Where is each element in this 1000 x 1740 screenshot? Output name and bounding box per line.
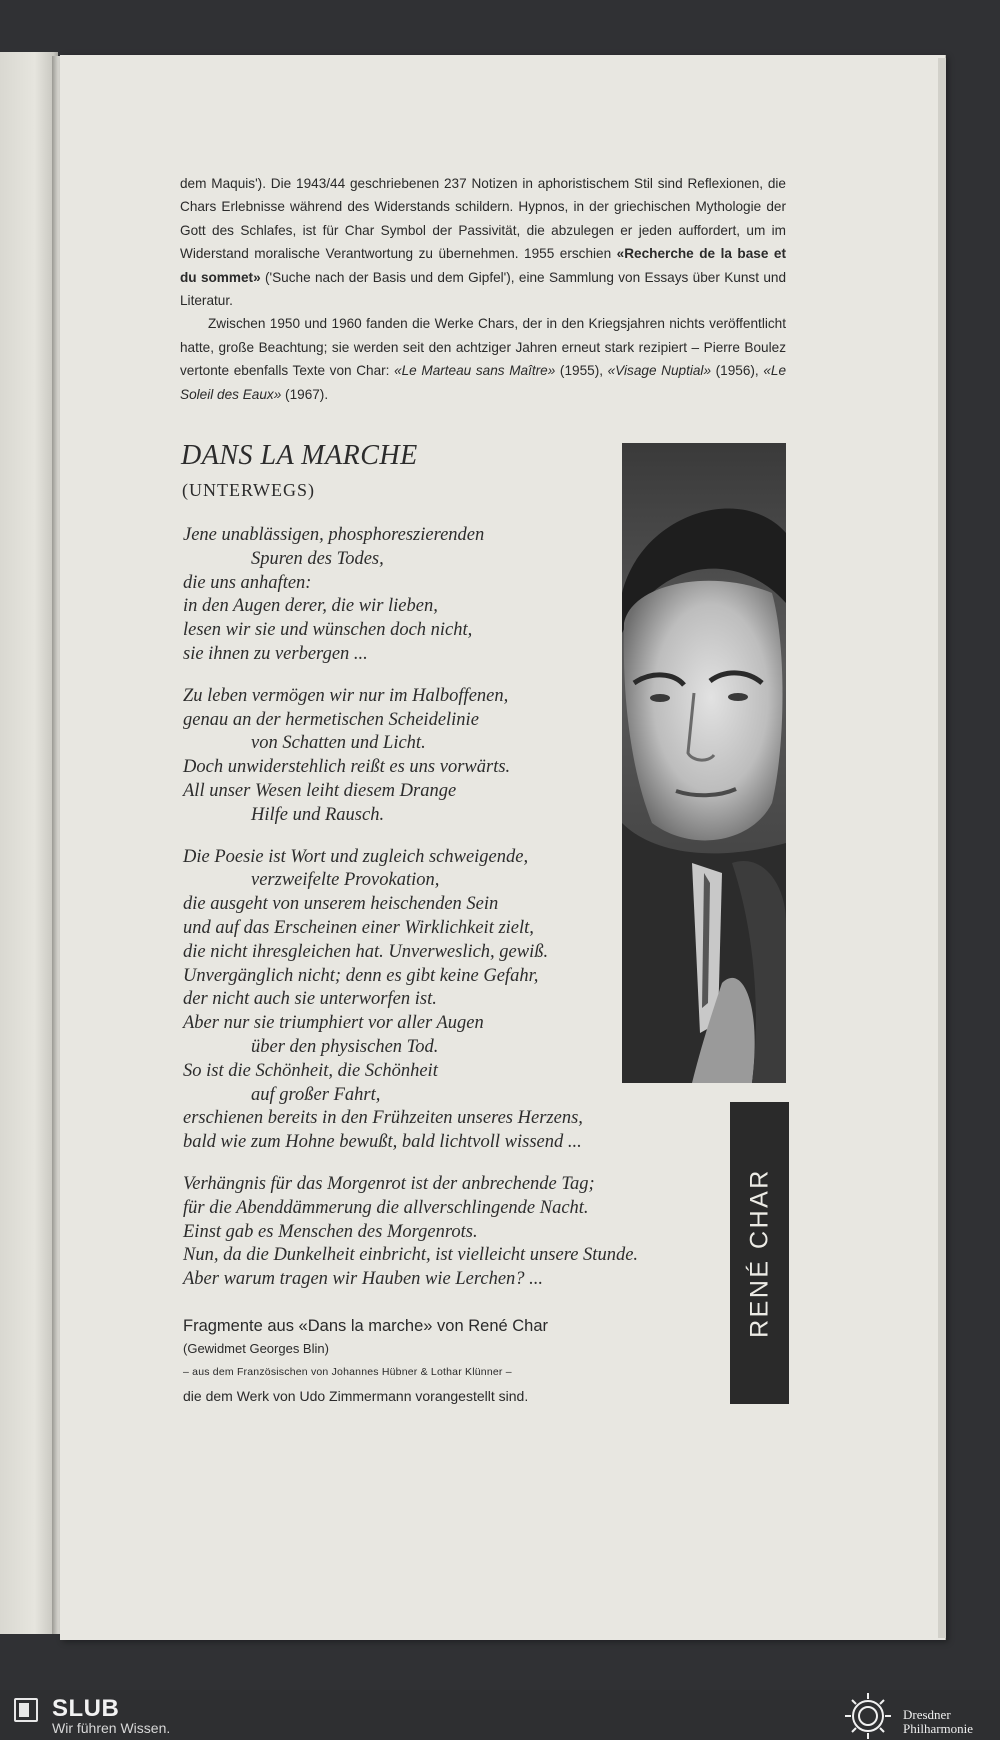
poem-line: Aber warum tragen wir Hauben wie Lerchen? ...	[183, 1269, 544, 1290]
poem-line: Jene unablässigen, phosphoreszierenden	[183, 525, 485, 545]
intro-text-run: (1956),	[711, 363, 764, 379]
poem-line: Verhängnis für das Morgenrot ist der anbrechende Tag;	[183, 1173, 595, 1194]
philharmonie-logo-icon[interactable]	[840, 1690, 896, 1740]
poem-line: in den Augen derer, die wir lieben,	[183, 596, 438, 617]
intro-italic-title: «Le Soleil des Eaux»	[180, 363, 787, 402]
intro-text-run: (1967).	[281, 386, 329, 402]
poem-line: die ausgeht von unserem heischenden Sein	[183, 894, 499, 915]
poem-line: Doch unwiderstehlich reißt es uns vorwärts.	[183, 757, 511, 778]
poem-line: bald wie zum Hohne bewußt, bald lichtvoll wissend ...	[183, 1132, 582, 1153]
intro-text-run: (1955),	[555, 363, 608, 379]
poem-line: All unser Wesen leiht diesem Drange	[183, 780, 457, 801]
poem-line: verzweifelte Provokation,	[251, 870, 440, 891]
poem-line: erschienen bereits in den Frühzeiten unseres Herzens,	[183, 1108, 583, 1129]
intro-text	[180, 172, 786, 406]
library-name[interactable]: SLUB	[52, 1695, 120, 1722]
portrait-photo	[622, 443, 786, 1083]
poem-line: für die Abenddämmerung die allverschlingende Nacht.	[183, 1197, 589, 1218]
poem-line: lesen wir sie und wünschen doch nicht,	[183, 620, 473, 641]
credit-translation: – aus dem Französischen von Johannes Hübner & Lothar Klünner –	[183, 1366, 512, 1378]
credit-note: die dem Werk von Udo Zimmermann vorangestellt sind.	[183, 1388, 529, 1404]
poem-line: die nicht ihresgleichen hat. Unverweslich, gewiß.	[183, 941, 549, 962]
poem-line: genau an der hermetischen Scheidelinie	[183, 709, 479, 730]
credit-dedication: (Gewidmet Georges Blin)	[183, 1341, 329, 1356]
poem-line: Nun, da die Dunkelheit einbricht, ist vielleicht unsere Stunde.	[183, 1245, 639, 1266]
page-right-edge	[938, 58, 946, 1638]
intro-paragraph	[180, 312, 786, 406]
slub-logo-icon[interactable]	[14, 1698, 38, 1722]
intro-paragraph	[180, 172, 786, 312]
poem-line: der nicht auch sie unterworfen ist.	[183, 989, 437, 1010]
intro-bold-title: «Recherche de la base et du sommet»	[180, 246, 786, 285]
poem-line: und auf das Erscheinen einer Wirklichkeit zielt,	[183, 917, 534, 938]
intro-italic-title: «Le Marteau sans Maître»	[394, 363, 556, 379]
poem-line: von Schatten und Licht.	[251, 733, 426, 754]
credits	[183, 1314, 643, 1408]
library-tagline: Wir führen Wissen.	[52, 1720, 171, 1736]
facing-page-edge	[0, 52, 58, 1634]
poem-line: sie ihnen zu verbergen ...	[183, 643, 368, 664]
poem-subtitle: (UNTERWEGS)	[182, 480, 315, 500]
name-label: RENÉ CHAR	[745, 1168, 773, 1338]
poem-line: Die Poesie ist Wort und zugleich schweigende,	[183, 846, 529, 867]
intro-text-run: ('Suche nach der Basis und dem Gipfel'), eine Sammlung von Essays über Kunst und Literatur.	[180, 269, 786, 309]
intro-text-run: dem Maquis'). Die 1943/44 geschriebenen 237 Notizen in aphoristischem Stil sind Reflexionen, die Chars Erlebnisse während des Widerstands schildern. Hypnos, in der griechischen Mythologie der Gott des Schlafes, ist für Char Symbol der Passivität, die abzulegen er jeden auffordert, um im Widerstand moralische Verantwortung zu übernehmen. 1955 erschien	[180, 176, 786, 262]
intro-italic-title: «Visage Nuptial»	[607, 363, 712, 379]
orchestra-name-line2: Philharmonie	[903, 1721, 974, 1736]
poem-line: Spuren des Todes,	[251, 548, 384, 569]
name-bar	[730, 1102, 789, 1404]
poem-line: auf großer Fahrt,	[251, 1084, 381, 1105]
poem-line: Aber nur sie triumphiert vor aller Augen	[183, 1013, 484, 1034]
poem-line: die uns anhaften:	[183, 572, 312, 593]
poem-stanza	[183, 1173, 723, 1292]
poem-line: über den physischen Tod.	[251, 1036, 439, 1057]
poem-line: Unvergänglich nicht; denn es gibt keine Gefahr,	[183, 965, 539, 986]
poem-line: So ist die Schönheit, die Schönheit	[183, 1060, 438, 1081]
credit-title: Fragmente aus «Dans la marche» von René Char	[183, 1317, 549, 1335]
intro-text-run: Zwischen 1950 und 1960 fanden die Werke Chars, der in den Kriegsjahren nichts veröffentlicht hatte, große Beachtung; sie werden seit den achtziger Jahren erneut stark rezipiert – Pierre Boulez vertonte ebenfalls Texte von Char:	[180, 316, 786, 379]
orchestra-name-line1: Dresdner	[903, 1707, 951, 1722]
poem-line: Hilfe und Rausch.	[251, 804, 385, 825]
poem-line: Einst gab es Menschen des Morgenrots.	[183, 1221, 478, 1242]
poem-line: Zu leben vermögen wir nur im Halboffenen,	[183, 685, 509, 706]
poem-title: DANS LA MARCHE	[181, 440, 418, 471]
